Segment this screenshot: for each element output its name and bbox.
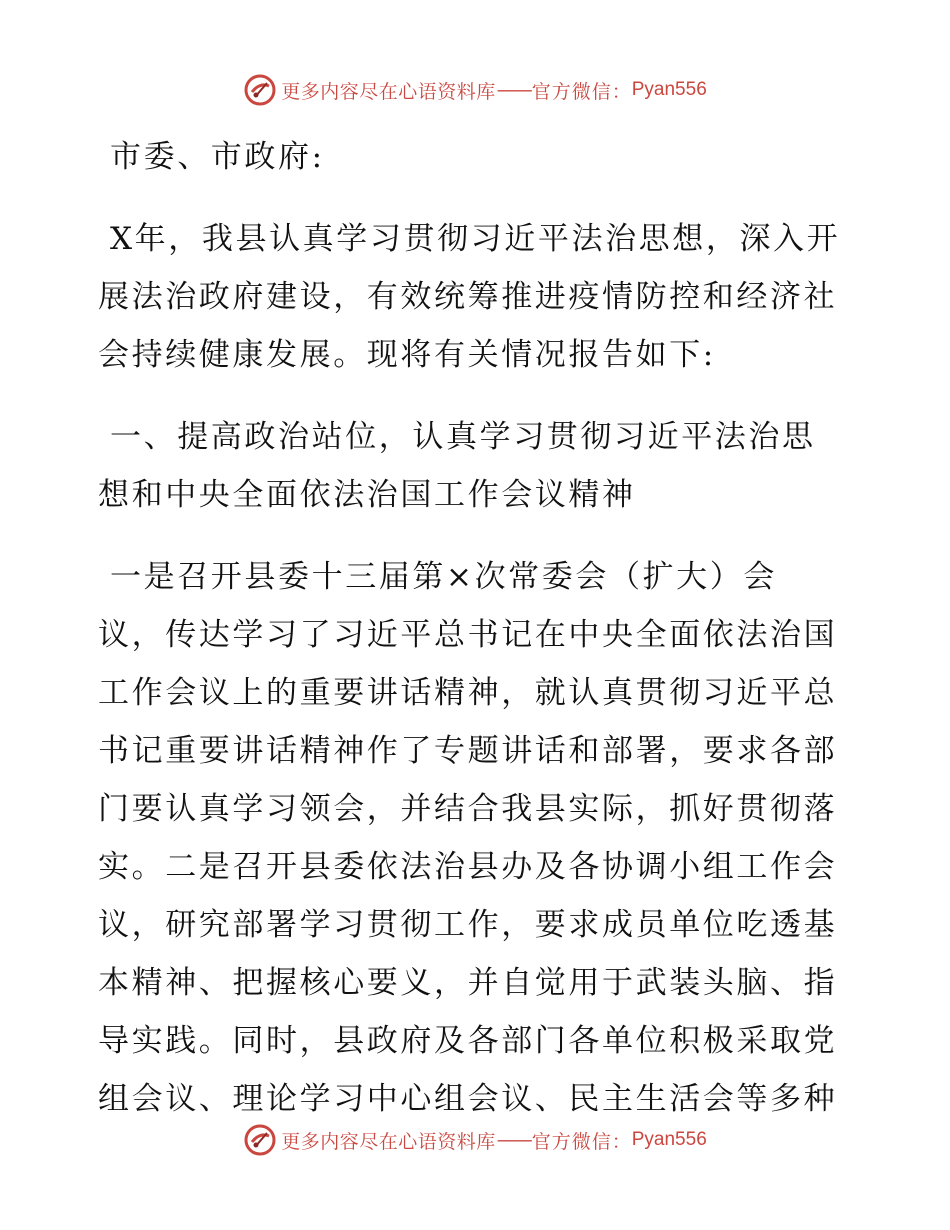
- footer-watermark: [0, 1120, 950, 1160]
- body-line: 书记重要讲话精神作了专题讲话和部署，要求各部: [98, 733, 838, 769]
- body-line: 组会议、理论学习中心组会议、民主生活会等多种: [98, 1081, 838, 1117]
- body-line: 门要认真学习领会，并结合我县实际，抓好贯彻落: [98, 791, 838, 827]
- body-line: 议，传达学习了习近平总书记在中央全面依法治国: [98, 617, 838, 653]
- watermark-text: 更多内容尽在心语资料库: [281, 80, 496, 103]
- section-heading-line: 想和中央全面依法治国工作会议精神: [98, 477, 636, 513]
- intro-line: 会持续健康发展。现将有关情况报告如下:: [98, 337, 716, 373]
- header-watermark: [0, 70, 950, 110]
- body-line: 议，研究部署学习贯彻工作，要求成员单位吃透基: [98, 907, 838, 943]
- logo-icon: [243, 1123, 277, 1157]
- section-heading-line: 一、提高政治站位，认真学习贯彻习近平法治思: [110, 419, 816, 455]
- watermark-official-label: 官方微信：: [531, 80, 632, 103]
- body-line: 本精神、把握核心要义，并自觉用于武装头脑、指: [98, 965, 838, 1001]
- intro-line: 展法治政府建设，有效统筹推进疫情防控和经济社: [98, 279, 838, 315]
- watermark-handle: Pyan556: [631, 1129, 707, 1150]
- document-body: [98, 128, 858, 1128]
- logo-icon: [243, 73, 277, 107]
- body-line: 工作会议上的重要讲话精神，就认真贯彻习近平总: [98, 675, 838, 711]
- intro-line: X年，我县认真学习贯彻习近平法治思想，深入开: [110, 221, 841, 257]
- body-line: 实。二是召开县委依法治县办及各协调小组工作会: [98, 849, 838, 885]
- watermark-handle: Pyan556: [631, 79, 707, 100]
- body-line: 导实践。同时，县政府及各部门各单位积极采取党: [98, 1023, 838, 1059]
- watermark-separator: ——: [496, 1129, 531, 1151]
- watermark-text: 更多内容尽在心语资料库: [281, 1130, 496, 1153]
- body-line: 一是召开县委十三届第×次常委会（扩大）会: [110, 559, 777, 595]
- salutation: 市委、市政府:: [110, 139, 325, 175]
- watermark-official-label: 官方微信：: [531, 1130, 632, 1153]
- watermark-separator: ——: [496, 79, 531, 101]
